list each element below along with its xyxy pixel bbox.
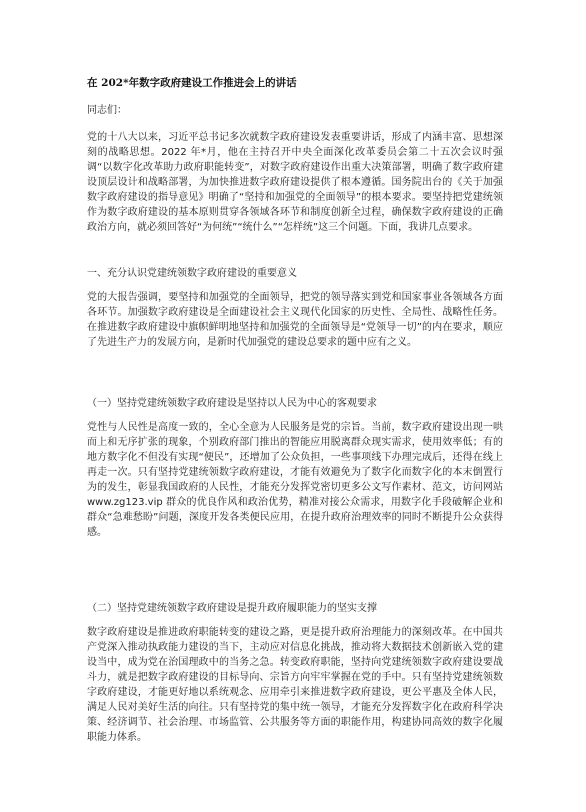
sub1-heading: （一）坚持党建统领数字政府建设是坚持以人民为中心的客观要求	[87, 398, 377, 409]
document-title: 在 202*年数字政府建设工作推进会上的讲话	[87, 77, 297, 89]
sub2-paragraph: 数字政府建设是推进政府职能转变的建设之路，更是提升政府治理能力的深刻改革。在中国共产党深入推动执政能力建设的当下，主动应对信息化挑战，推动将大数据技术创新嵌入党的建设当中，成为党在治国理政中的当务之急。转变政府职能，坚持向党建统领数字政府建设要战斗力，就是把数字政府建设的目标导向、宗旨方向牢牢掌握在党的手中。只有坚持党建统领数字政府建设，才能更好地以系统观念、应用牵引来推进数字政府建设，更公平惠及全体人民，满足人民对美好生活的向往。只有坚持党的集中统一领导，才能充分发挥数字化在政府科学决策、经济调节、社会治理、市场监管、公共服务等方面的职能作用，构建协同高效的数字化履职能力体系。	[87, 627, 503, 743]
section1-heading: 一、充分认识党建统领数字政府建设的重要意义	[87, 268, 297, 279]
sub2-heading: （二）坚持党建统领数字政府建设是提升政府履职能力的坚实支撑	[87, 603, 377, 614]
section1-paragraph: 党的大报告强调，要坚持和加强党的全面领导，把党的领导落实到党和国家事业各领域各方面各环节。加强数字政府建设是全面建设社会主义现代化国家的历史性、全局性、战略性任务。在推进数字政府建设中旗帜鲜明地坚持和加强党的全面领导是“党领导一切”的内在要求，顺应了先进生产力的发展方向，是新时代加强党的建设总要求的题中应有之义。	[87, 292, 503, 348]
intro-paragraph: 党的十八大以来，习近平总书记多次就数字政府建设发表重要讲话，形成了内涵丰富、思想深刻的战略思想。2022 年*月，他在主持召开中央全面深化改革委员会第二十五次会议时强调“以数字化改革助力政府职能转变”，对数字政府建设作出重大决策部署，明确了数字政府建设顶层设计和战略部署，为加快推进数字政府建设提供了根本遵循。国务院出台的《关于加强数字政府建设的指导意见》明确了“坚持和加强党的全面领导”的根本要求。要坚持把党建统领作为数字政府建设的基本原则贯穿各领域各环节和制度创新全过程，确保数字政府建设的正确政治方向，就必须回答好“为何统”“统什么”“怎样统”这三个问题。下面，我讲几点要求。	[87, 132, 503, 233]
greeting: 同志们：	[87, 105, 127, 116]
sub1-paragraph: 党性与人民性是高度一致的，全心全意为人民服务是党的宗旨。当前，数字政府建设出现一哄而上和无序扩张的现象，个别政府部门推出的智能应用脱离群众现实需求，使用效率低；有的地方数字化不但没有实现“便民”，还增加了公众负担，一些事项线下办理完成后，还得在线上再走一次。只有坚持党建统领数字政府建设，才能有效避免为了数字化而数字化的本末倒置行为的发生，彰显我国政府的人民性，才能充分发挥党密切更多公文写作素材、范文，访问网站 www.zg123.vip 群众的优良作风和政治优势，精准对接公众需求，用数字化手段破解企业和群众“急难愁盼”问题，深度开发各类便民应用，在提升政府治理效率的同时不断提升公众获得感。	[87, 422, 503, 538]
document-page	[87, 76, 503, 812]
